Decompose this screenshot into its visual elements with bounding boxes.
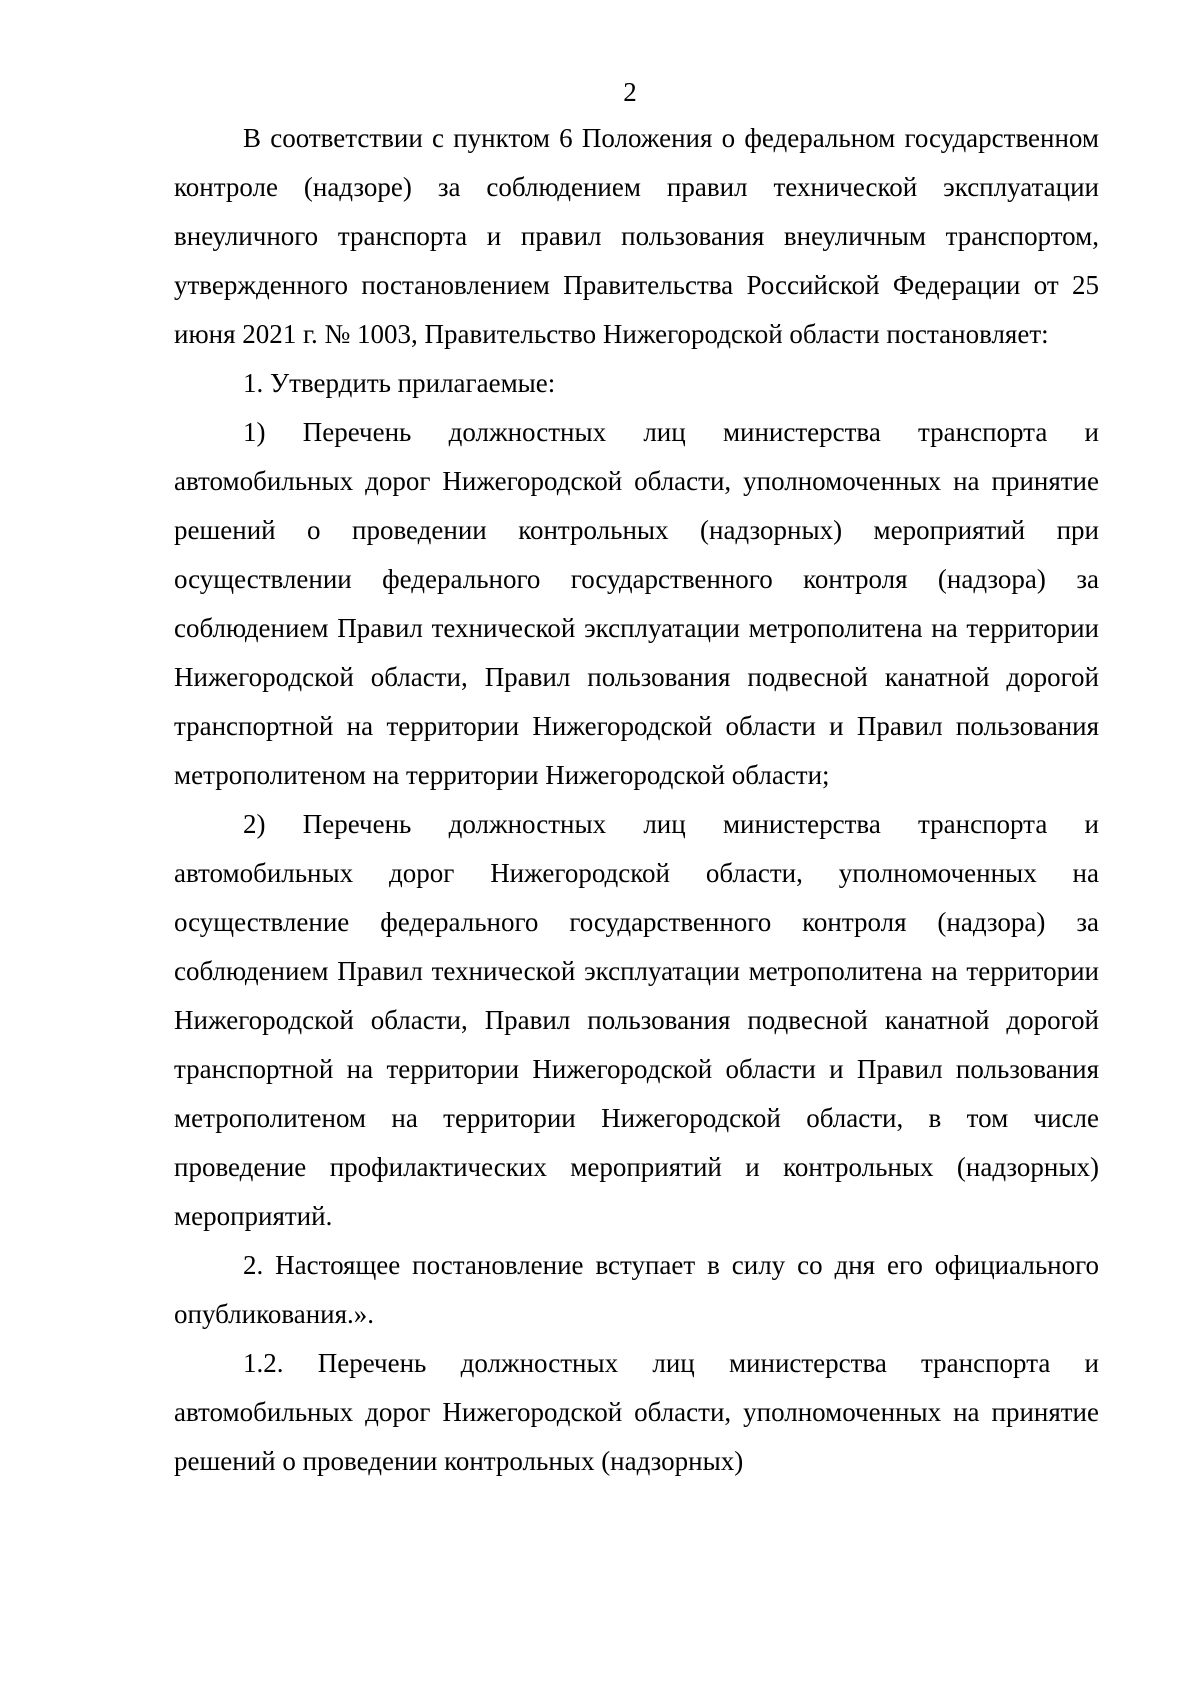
paragraph-item-1-2: 1.2. Перечень должностных лиц министерства транспорта и автомобильных дорог Нижегородской области, уполномоченных на принятие решений о проведении контрольных (надзорных) <box>174 1348 1099 1476</box>
paragraph-subitem-2: 2) Перечень должностных лиц министерства транспорта и автомобильных дорог Нижегородской области, уполномоченных на осуществление федерального государственного контроля (надзора) за соблюдением Правил технической эксплуатации метрополитена на территории Нижегородской области, Правил пользования подвесной канатной дорогой транспортной на территории Нижегородской области и Правил пользования метрополитеном на территории Нижегородской области, в том числе проведение профилактических мероприятий и контрольных (надзорных) мероприятий. <box>174 809 1099 1231</box>
paragraph-item-1: 1. Утвердить прилагаемые: <box>243 368 556 398</box>
paragraph-preamble: В соответствии с пунктом 6 Положения о федеральном государственном контроле (надзоре) за соблюдением правил технической эксплуатации внеуличного транспорта и правил пользования внеуличным транспортом, утвержденного постановлением Правительства Российской Федерации от 25 июня 2021 г. № 1003, Правительство Нижегородской области постановляет: <box>174 123 1099 349</box>
paragraph-subitem-1: 1) Перечень должностных лиц министерства транспорта и автомобильных дорог Нижегородской области, уполномоченных на принятие решений о проведении контрольных (надзорных) мероприятий при осуществлении федерального государственного контроля (надзора) за соблюдением Правил технической эксплуатации метрополитена на территории Нижегородской области, Правил пользования подвесной канатной дорогой транспортной на территории Нижегородской области и Правил пользования метрополитеном на территории Нижегородской области; <box>174 417 1099 790</box>
page-number: 2 <box>623 77 637 107</box>
document-body <box>174 114 1099 1486</box>
paragraph-item-2: 2. Настоящее постановление вступает в силу со дня его официального опубликования.». <box>174 1250 1099 1329</box>
